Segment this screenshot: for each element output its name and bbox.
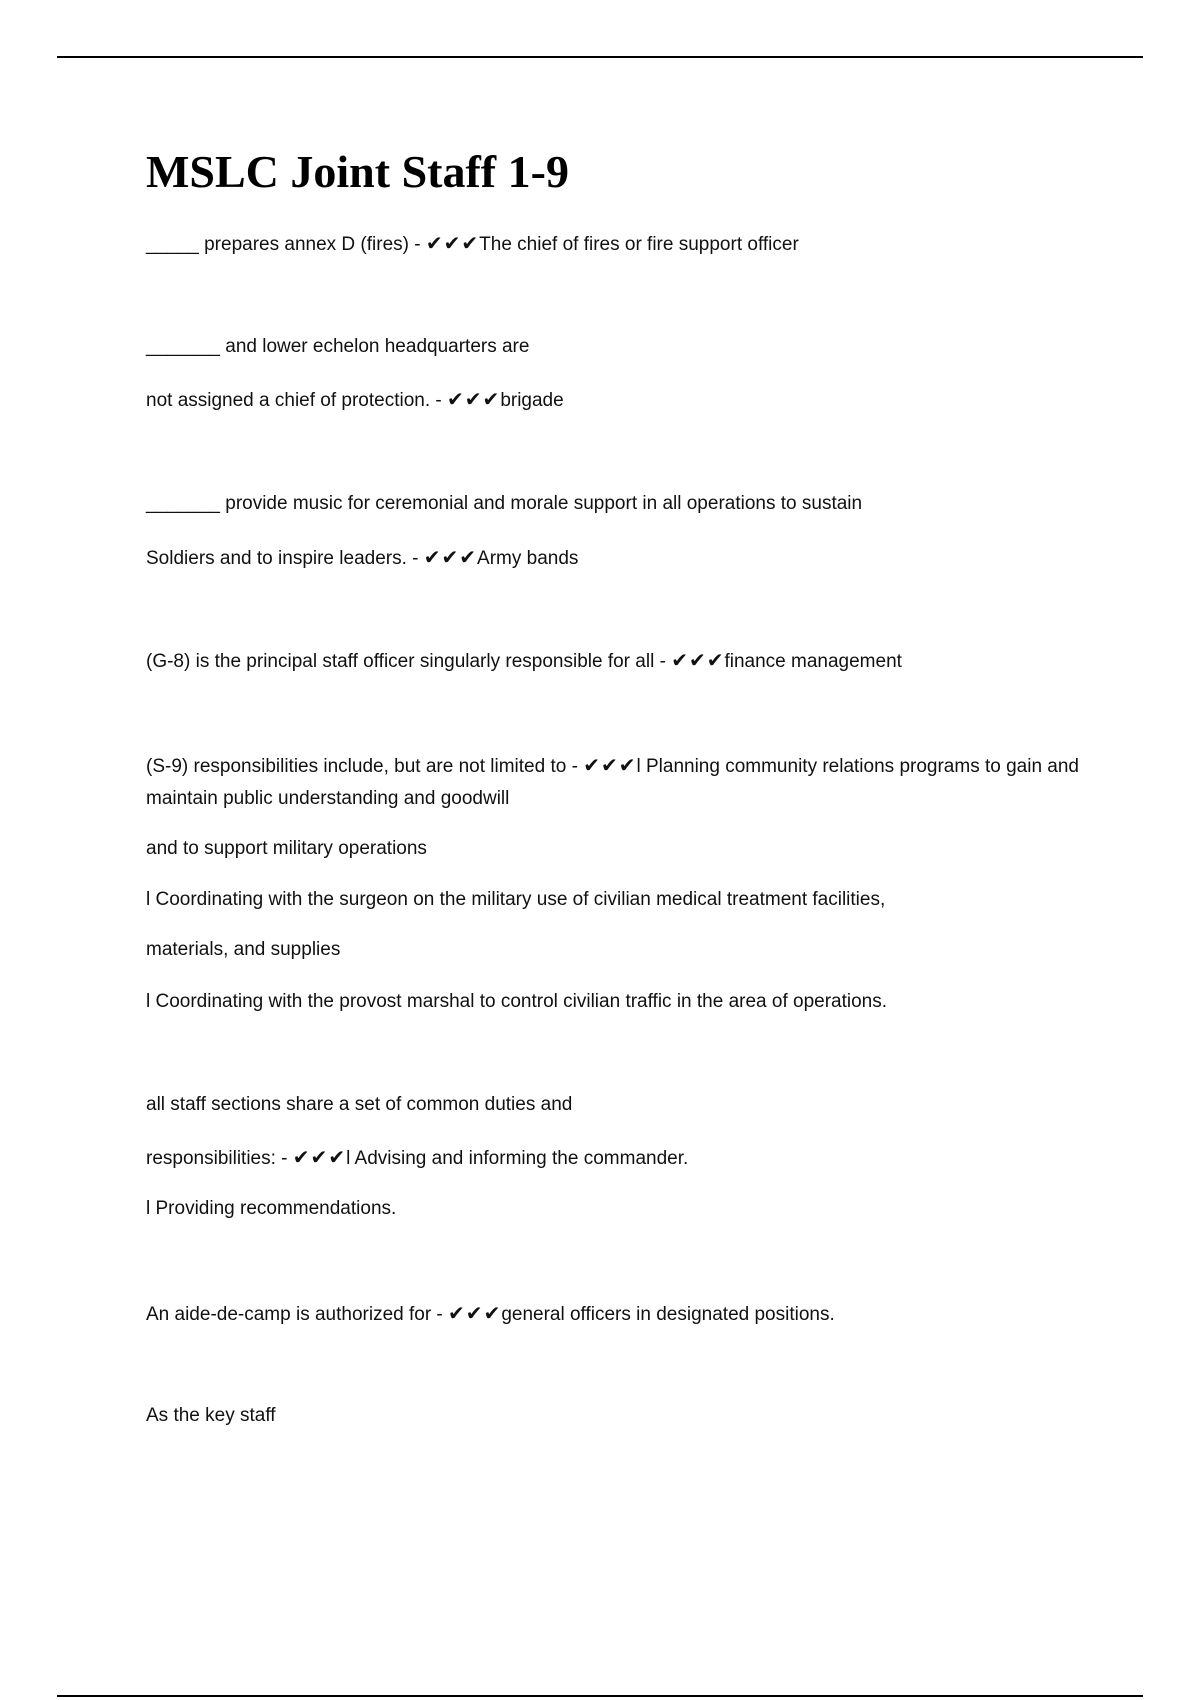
- check-mark-icon: ✔✔✔: [448, 1301, 502, 1325]
- entry-7-question: An aide-de-camp is authorized for: [146, 1304, 432, 1325]
- entry-5-line-4: materials, and supplies: [146, 939, 341, 960]
- entry-1: [146, 228, 799, 260]
- check-mark-icon: ✔✔✔: [583, 753, 637, 777]
- entry-2-question-line-2: not assigned a chief of protection.: [146, 390, 431, 411]
- separator: -: [408, 234, 426, 255]
- entry-3-question-line-1: _______ provide music for ceremonial and morale support in all operations to sustain: [146, 493, 863, 514]
- entry-6-answer: l Advising and informing the commander.: [346, 1148, 689, 1169]
- separator: -: [275, 1148, 293, 1169]
- separator: -: [654, 651, 672, 672]
- check-mark-icon: ✔✔✔: [292, 1145, 347, 1169]
- separator: -: [431, 1304, 449, 1325]
- entry-6-question-line-2: responsibilities:: [146, 1148, 276, 1169]
- separator: -: [406, 548, 424, 569]
- entry-2-question-line-1: _______ and lower echelon headquarters are: [146, 336, 530, 357]
- entry-5-line-5: l Coordinating with the provost marshal to control civilian traffic in the area of operations.: [146, 991, 888, 1012]
- entry-3: [146, 542, 578, 574]
- separator: -: [566, 756, 584, 777]
- entry-7: [146, 1298, 835, 1330]
- entry-5-answer: l Planning community relations programs to gain and maintain public understanding and goodwill: [146, 756, 1079, 809]
- bottom-rule: [57, 1695, 1143, 1697]
- separator: -: [430, 390, 448, 411]
- check-mark-icon: ✔✔✔: [423, 545, 478, 569]
- entry-5-line-2: and to support military operations: [146, 838, 427, 859]
- top-rule: [57, 56, 1143, 58]
- entry-3-question-line-2: Soldiers and to inspire leaders.: [146, 548, 407, 569]
- check-mark-icon: ✔✔✔: [447, 387, 501, 411]
- entry-4: [146, 645, 902, 677]
- entry-6-question-line-1: all staff sections share a set of common duties and: [146, 1094, 573, 1115]
- entry-7-answer: general officers in designated positions.: [501, 1304, 835, 1325]
- entry-5: [146, 749, 1086, 815]
- entry-8-question: As the key staff: [146, 1405, 276, 1426]
- entry-4-question: (G-8) is the principal staff officer singularly responsible for all: [146, 651, 655, 672]
- entry-1-answer: The chief of fires or fire support officer: [479, 234, 799, 255]
- entry-5-question: (S-9) responsibilities include, but are not limited to: [146, 756, 567, 777]
- document-title: MSLC Joint Staff 1-9: [146, 146, 569, 197]
- entry-2: [146, 384, 564, 416]
- entry-2-answer: brigade: [500, 390, 564, 411]
- entry-6-line-3: l Providing recommendations.: [146, 1198, 397, 1219]
- entry-6: [146, 1142, 688, 1174]
- check-mark-icon: ✔✔✔: [671, 648, 725, 672]
- entry-4-answer: finance management: [724, 651, 902, 672]
- entry-1-question: _____ prepares annex D (fires): [146, 234, 409, 255]
- entry-3-answer: Army bands: [477, 548, 579, 569]
- entry-5-line-3: l Coordinating with the surgeon on the military use of civilian medical treatment facilities,: [146, 889, 886, 910]
- check-mark-icon: ✔✔✔: [425, 231, 480, 255]
